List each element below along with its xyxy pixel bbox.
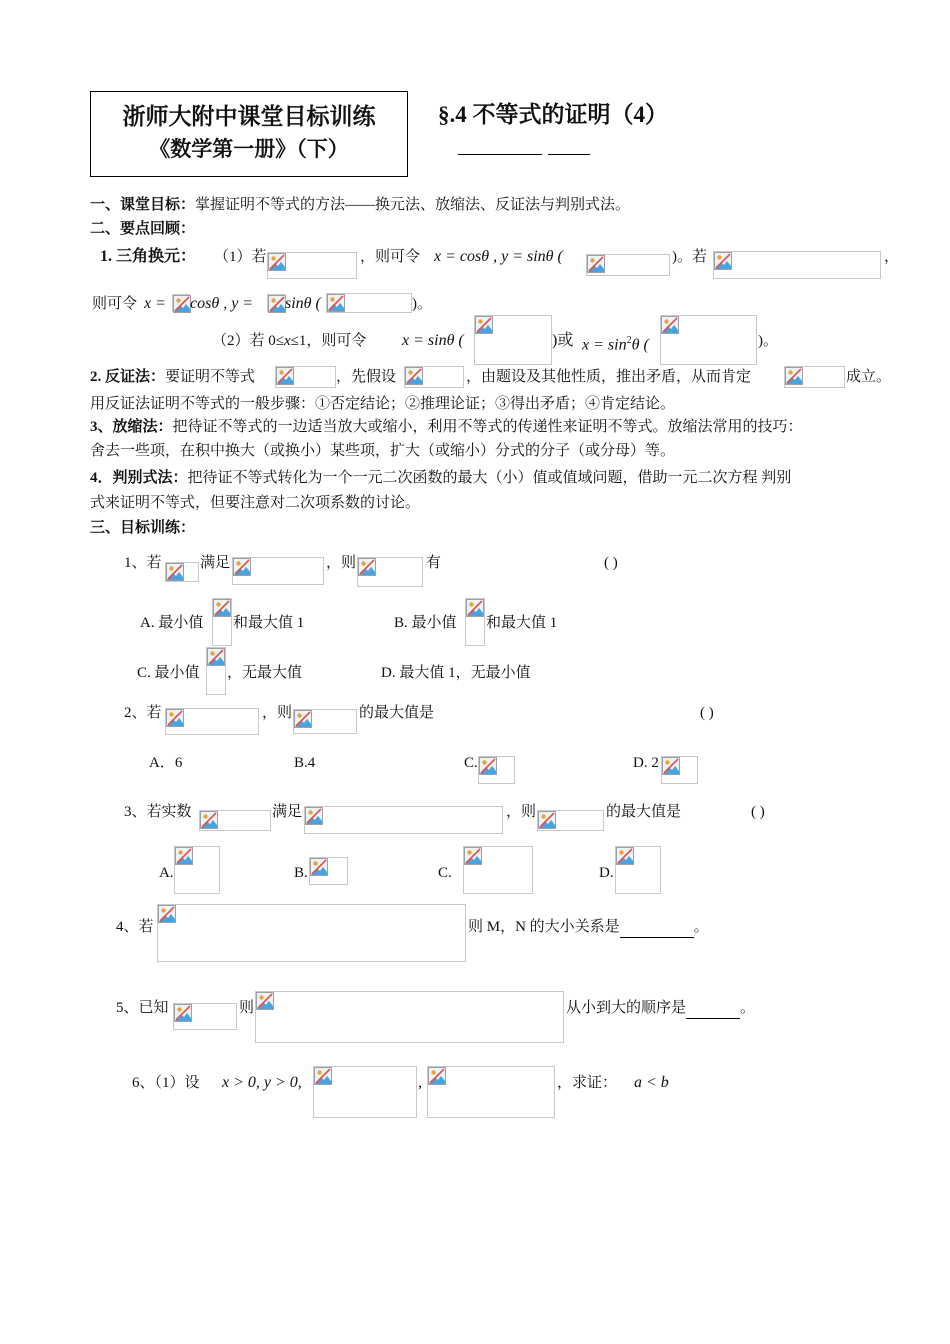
formula-image (326, 293, 412, 313)
q3-optD: D. (599, 865, 614, 881)
trig-line2-d: sinθ ( (285, 295, 321, 312)
q3-optB: B. (294, 865, 308, 881)
q2-paren: ( ) (700, 705, 714, 721)
formula-image (474, 315, 552, 365)
q1-optD: D. 最大值 1，无最小值 (381, 665, 531, 681)
section-title: §.4 不等式的证明（4） (438, 102, 668, 127)
q2-a: 2、若 (124, 705, 162, 721)
broken-image-icon (616, 847, 634, 865)
formula-image (404, 366, 464, 388)
formula-image (463, 846, 533, 894)
broken-image-icon (294, 710, 312, 728)
formula-image (661, 756, 698, 784)
q1-optB-a: B. 最小值 (394, 615, 457, 631)
broken-image-icon (662, 757, 680, 775)
school-title: 浙师大附中课堂目标训练 (122, 104, 376, 129)
broken-image-icon (785, 367, 803, 385)
disc-line1 (90, 468, 791, 488)
broken-image-icon (714, 252, 732, 270)
broken-image-icon (464, 847, 482, 865)
formula-image (267, 252, 357, 279)
trig-p2-f: θ ( (631, 336, 649, 354)
q4-answer-blank[interactable] (620, 917, 694, 938)
contra-text-d: 成立。 (846, 369, 892, 385)
trig-line2-b: x = (144, 295, 166, 312)
training-heading: 三、目标训练： (90, 520, 196, 536)
contra-label (90, 367, 255, 387)
formula-image (660, 315, 757, 365)
book-title: 《数学第一册》（下） (149, 137, 349, 161)
trig-line2-e: )。 (412, 296, 432, 312)
broken-image-icon (166, 709, 184, 727)
broken-image-icon (314, 1067, 332, 1085)
q1-optB-b: 和最大值 1 (486, 615, 558, 631)
formula-image (465, 598, 485, 646)
contra-label-text: 2. 反证法： (90, 369, 166, 385)
formula-image (537, 810, 604, 831)
q2-optA: A．6 (149, 755, 183, 771)
formula-image (357, 557, 423, 587)
underline-1 (458, 154, 542, 155)
q2-optC: C. (464, 755, 478, 771)
broken-image-icon (661, 316, 679, 334)
formula-image (275, 366, 336, 388)
q3-b: 满足 (272, 804, 303, 820)
broken-image-icon (174, 1004, 192, 1022)
trig-p1-b: ，则可令 (360, 249, 421, 265)
broken-image-icon (428, 1067, 446, 1085)
q3-optA: A. (159, 865, 174, 881)
goals-line (90, 195, 630, 215)
broken-image-icon (466, 599, 484, 617)
q5-c: 从小到大的顺序是 (566, 1000, 687, 1016)
q6-e: a < b (634, 1074, 669, 1091)
formula-image (309, 857, 348, 885)
broken-image-icon (405, 367, 423, 385)
q6-c: , (418, 1074, 422, 1091)
q1-paren: ( ) (604, 555, 618, 571)
formula-image (293, 709, 357, 734)
formula-image (784, 366, 845, 388)
formula-image (172, 294, 190, 312)
trig-p2-e-text: x = sin (582, 336, 627, 354)
broken-image-icon (305, 807, 323, 825)
broken-image-icon (327, 294, 345, 312)
q4-b-line (468, 917, 709, 938)
broken-image-icon (479, 757, 497, 775)
q6-a: 6、（1）设 (132, 1075, 200, 1091)
scaling-label: 3、放缩法： (90, 419, 173, 435)
formula-image (157, 904, 466, 962)
formula-image (212, 598, 232, 646)
title-box (90, 91, 408, 177)
formula-image (174, 846, 220, 894)
q6-b: x > 0, y > 0, (222, 1074, 302, 1091)
trig-p2-a-text: （2）若 0≤ (212, 333, 284, 349)
q5-c-line (566, 998, 755, 1019)
q3-d: 的最大值是 (606, 804, 682, 820)
trig-p2-g: )。 (758, 333, 778, 349)
trig-p2-x: x (283, 333, 291, 349)
q2-c: 的最大值是 (359, 705, 435, 721)
formula-image (713, 251, 881, 279)
trig-p1-a: （1）若 (214, 249, 267, 265)
q4-a: 4、若 (116, 919, 154, 935)
q4-b: 则 M，N 的大小关系是 (468, 919, 620, 935)
formula-image (304, 806, 503, 834)
contra-text-b: ，先假设 (336, 369, 397, 385)
broken-image-icon (233, 558, 251, 576)
q2-optB: B.4 (294, 755, 316, 771)
broken-image-icon (173, 295, 191, 313)
trig-line2-a: 则可令 (92, 296, 138, 312)
broken-image-icon (200, 811, 218, 829)
q6-d: ，求证： (557, 1075, 618, 1091)
trig-p2-c: x = sinθ ( (402, 332, 464, 349)
formula-image (165, 562, 199, 582)
goals-text: 掌握证明不等式的方法——换元法、放缩法、反证法与判别式法。 (195, 197, 631, 213)
broken-image-icon (158, 905, 176, 923)
broken-image-icon (207, 648, 225, 666)
broken-image-icon (475, 316, 493, 334)
q4-c: 。 (693, 919, 709, 935)
scaling-line2: 舍去一些项，在积中换大（或换小）某些项，扩大（或缩小）分式的分子（或分母）等。 (90, 443, 676, 459)
q2-b: ，则 (262, 705, 293, 721)
q1-d: 有 (426, 555, 442, 571)
formula-image (206, 647, 226, 695)
broken-image-icon (276, 367, 294, 385)
broken-image-icon (175, 847, 193, 865)
trig-label: 1. 三角换元： (100, 248, 197, 265)
underline-2 (548, 154, 590, 155)
broken-image-icon (587, 255, 605, 273)
scaling-line1 (90, 417, 803, 437)
q5-b: 则 (239, 1000, 255, 1016)
disc-line2: 式来证明不等式，但要注意对二次项系数的讨论。 (90, 495, 421, 511)
q3-optC: C. (438, 865, 452, 881)
broken-image-icon (268, 295, 286, 313)
formula-image (313, 1066, 417, 1118)
formula-image (478, 756, 515, 784)
q1-a: 1、若 (124, 555, 162, 571)
contra-text-a: 要证明不等式 (165, 369, 256, 385)
formula-image (199, 810, 271, 831)
q2-optD: D. 2 (633, 755, 659, 771)
q1-b: 满足 (200, 555, 231, 571)
trig-p1-e: ， (884, 249, 900, 265)
disc-text1: 把待证不等式转化为一个一元二次函数的最大（小）值或值域问题，借助一元二次方程 判别 (187, 470, 792, 486)
formula-image (427, 1066, 555, 1118)
scaling-text1: 把待证不等式的一边适当放大或缩小，利用不等式的传递性来证明不等式。放缩法常用的技巧： (172, 419, 803, 435)
formula-image (173, 1003, 237, 1030)
trig-p2-e (582, 330, 649, 356)
disc-label: 4．判别式法： (90, 470, 188, 486)
q3-a: 3、若实数 (124, 804, 192, 820)
broken-image-icon (166, 563, 184, 581)
contra-line2: 用反证法证明不等式的一般步骤：①否定结论；②推理论证；③得出矛盾；④肯定结论。 (90, 396, 676, 412)
broken-image-icon (358, 558, 376, 576)
broken-image-icon (213, 599, 231, 617)
q1-optA-b: 和最大值 1 (233, 615, 305, 631)
broken-image-icon (256, 992, 274, 1010)
contra-text-c: ，由题设及其他性质，推出矛盾，从而肯定 (466, 369, 752, 385)
q1-c: ，则 (326, 555, 357, 571)
review-heading: 二、要点回顾： (90, 221, 196, 237)
goals-heading: 一、课堂目标： (90, 197, 196, 213)
q1-optA-a: A. 最小值 (140, 615, 204, 631)
formula-image (165, 708, 259, 735)
q1-optC-a: C. 最小值 (137, 665, 200, 681)
formula-image (267, 294, 285, 312)
broken-image-icon (538, 811, 556, 829)
formula-image (586, 254, 670, 276)
trig-p2-d: )或 (552, 332, 574, 349)
trig-p2-b: ≤1，则可令 (290, 333, 367, 349)
trig-p1-d: )。若 (672, 249, 707, 265)
q5-answer-blank[interactable] (686, 998, 740, 1019)
formula-image (232, 557, 324, 585)
trig-p1-c: x = cosθ , y = sinθ ( (434, 248, 563, 265)
formula-image (255, 991, 564, 1043)
q5-d: 。 (740, 1000, 756, 1016)
q1-optC-b: ，无最大值 (227, 665, 303, 681)
broken-image-icon (310, 858, 328, 876)
q3-paren: ( ) (751, 804, 765, 820)
q3-c: ，则 (506, 804, 537, 820)
formula-image (615, 846, 661, 894)
trig-line2-c: cosθ , y = (190, 295, 254, 312)
broken-image-icon (268, 253, 286, 271)
trig-p2-a (212, 331, 366, 351)
q5-a: 5、已知 (116, 1000, 169, 1016)
trig-p2-sup: 2 (626, 335, 632, 346)
